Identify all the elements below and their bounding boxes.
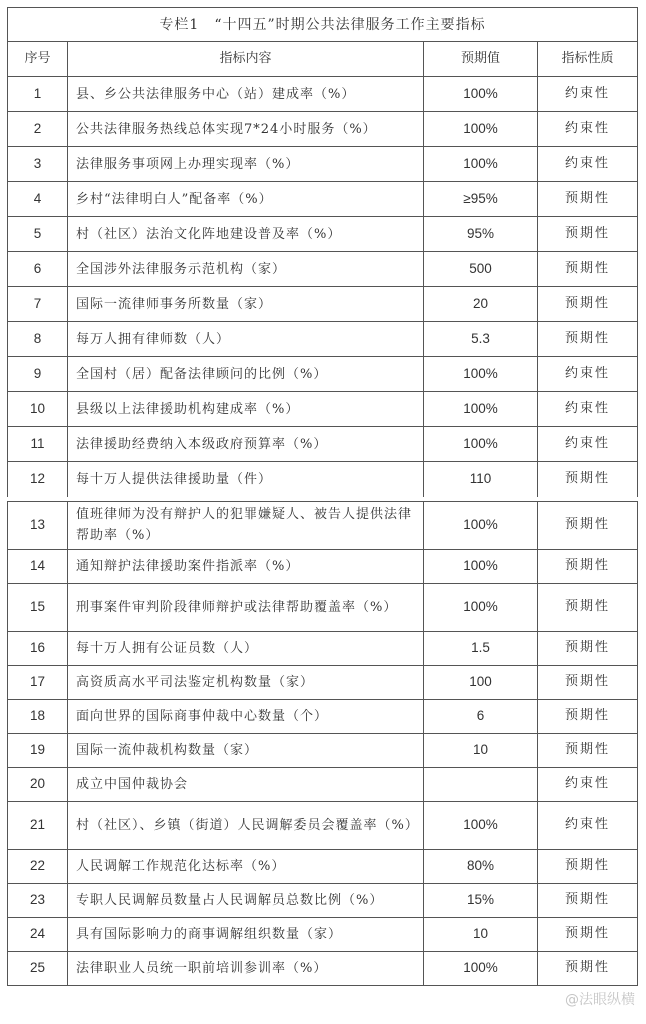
row-number: 3 [8, 147, 68, 182]
indicator-nature: 约束性 [538, 77, 638, 112]
table-row [8, 147, 638, 182]
row-number: 2 [8, 112, 68, 147]
row-number: 1 [8, 77, 68, 112]
expected-value: 20 [424, 287, 538, 322]
indicator-content: 法律服务事项网上办理实现率（%） [68, 147, 424, 182]
row-number: 12 [8, 462, 68, 497]
indicator-nature: 约束性 [538, 392, 638, 427]
indicator-content: 国际一流律师事务所数量（家） [68, 287, 424, 322]
indicator-nature: 预期性 [538, 462, 638, 497]
indicator-content: 人民调解工作规范化达标率（%） [68, 849, 424, 883]
indicator-nature: 预期性 [538, 849, 638, 883]
indicator-content: 法律援助经费纳入本级政府预算率（%） [68, 427, 424, 462]
table-row [8, 252, 638, 287]
header-content: 指标内容 [68, 42, 424, 77]
row-number: 16 [8, 631, 68, 665]
expected-value: 15% [424, 883, 538, 917]
expected-value: 5.3 [424, 322, 538, 357]
table-row [8, 767, 638, 801]
expected-value: 100% [424, 549, 538, 583]
indicator-nature: 预期性 [538, 699, 638, 733]
indicator-nature: 预期性 [538, 549, 638, 583]
row-number: 24 [8, 917, 68, 951]
indicator-content: 专职人民调解员数量占人民调解员总数比例（%） [68, 883, 424, 917]
expected-value: 110 [424, 462, 538, 497]
indicator-nature: 约束性 [538, 767, 638, 801]
expected-value: 100 [424, 665, 538, 699]
indicator-content: 每十万人拥有公证员数（人） [68, 631, 424, 665]
expected-value: 100% [424, 501, 538, 549]
indicator-table-part1 [7, 7, 638, 497]
indicator-content: 全国村（居）配备法律顾问的比例（%） [68, 357, 424, 392]
indicator-nature: 约束性 [538, 427, 638, 462]
indicator-nature: 预期性 [538, 501, 638, 549]
table-row [8, 583, 638, 631]
row-number: 17 [8, 665, 68, 699]
row-number: 22 [8, 849, 68, 883]
expected-value: 100% [424, 112, 538, 147]
expected-value: 100% [424, 427, 538, 462]
indicator-nature: 预期性 [538, 665, 638, 699]
indicator-content: 高资质高水平司法鉴定机构数量（家） [68, 665, 424, 699]
expected-value: 100% [424, 801, 538, 849]
indicator-nature: 约束性 [538, 801, 638, 849]
expected-value [424, 767, 538, 801]
row-number: 9 [8, 357, 68, 392]
expected-value: 100% [424, 392, 538, 427]
row-number: 8 [8, 322, 68, 357]
table-row [8, 287, 638, 322]
table-row [8, 501, 638, 549]
row-number: 10 [8, 392, 68, 427]
expected-value: 95% [424, 217, 538, 252]
indicator-content: 法律职业人员统一职前培训参训率（%） [68, 951, 424, 985]
expected-value: 6 [424, 699, 538, 733]
table-row [8, 917, 638, 951]
indicator-content: 每万人拥有律师数（人） [68, 322, 424, 357]
expected-value: 100% [424, 583, 538, 631]
row-number: 5 [8, 217, 68, 252]
expected-value: 100% [424, 357, 538, 392]
indicator-nature: 预期性 [538, 583, 638, 631]
table-row [8, 322, 638, 357]
table-row [8, 883, 638, 917]
expected-value: 100% [424, 951, 538, 985]
header-value: 预期值 [424, 42, 538, 77]
table-row [8, 665, 638, 699]
table-row [8, 699, 638, 733]
indicator-content: 刑事案件审判阶段律师辩护或法律帮助覆盖率（%） [68, 583, 424, 631]
indicator-nature: 预期性 [538, 733, 638, 767]
table-row [8, 182, 638, 217]
table-row [8, 849, 638, 883]
row-number: 4 [8, 182, 68, 217]
table-row [8, 549, 638, 583]
indicator-content: 国际一流仲裁机构数量（家） [68, 733, 424, 767]
table-title: 专栏1 “十四五”时期公共法律服务工作主要指标 [8, 8, 638, 42]
document [7, 7, 637, 1008]
table-row [8, 77, 638, 112]
indicator-nature: 预期性 [538, 252, 638, 287]
row-number: 7 [8, 287, 68, 322]
row-number: 19 [8, 733, 68, 767]
expected-value: 1.5 [424, 631, 538, 665]
indicator-nature: 约束性 [538, 147, 638, 182]
indicator-nature: 预期性 [538, 322, 638, 357]
indicator-content: 通知辩护法律援助案件指派率（%） [68, 549, 424, 583]
table-row [8, 427, 638, 462]
indicator-content: 村（社区）法治文化阵地建设普及率（%） [68, 217, 424, 252]
indicator-content: 成立中国仲裁协会 [68, 767, 424, 801]
table-row [8, 733, 638, 767]
table-row [8, 462, 638, 497]
table-row [8, 357, 638, 392]
header-no: 序号 [8, 42, 68, 77]
indicator-nature: 预期性 [538, 951, 638, 985]
indicator-nature: 预期性 [538, 217, 638, 252]
expected-value: 100% [424, 147, 538, 182]
indicator-nature: 约束性 [538, 357, 638, 392]
table-row [8, 392, 638, 427]
indicator-content: 村（社区）、乡镇（街道）人民调解委员会覆盖率（%） [68, 801, 424, 849]
expected-value: 100% [424, 77, 538, 112]
row-number: 25 [8, 951, 68, 985]
expected-value: ≥95% [424, 182, 538, 217]
indicator-nature: 预期性 [538, 883, 638, 917]
row-number: 20 [8, 767, 68, 801]
table-row [8, 951, 638, 985]
indicator-table-part2 [7, 501, 638, 986]
table-row [8, 217, 638, 252]
indicator-content: 具有国际影响力的商事调解组织数量（家） [68, 917, 424, 951]
row-number: 18 [8, 699, 68, 733]
row-number: 21 [8, 801, 68, 849]
row-number: 15 [8, 583, 68, 631]
row-number: 11 [8, 427, 68, 462]
row-number: 23 [8, 883, 68, 917]
expected-value: 10 [424, 917, 538, 951]
table-row [8, 631, 638, 665]
indicator-content: 乡村“法律明白人”配备率（%） [68, 182, 424, 217]
row-number: 13 [8, 501, 68, 549]
indicator-nature: 预期性 [538, 917, 638, 951]
table-row [8, 112, 638, 147]
watermark: @法眼纵横 [565, 991, 635, 1008]
indicator-nature: 预期性 [538, 287, 638, 322]
expected-value: 80% [424, 849, 538, 883]
header-nature: 指标性质 [538, 42, 638, 77]
indicator-nature: 预期性 [538, 182, 638, 217]
header-row [8, 42, 638, 77]
indicator-nature: 约束性 [538, 112, 638, 147]
indicator-content: 县、乡公共法律服务中心（站）建成率（%） [68, 77, 424, 112]
indicator-content: 值班律师为没有辩护人的犯罪嫌疑人、被告人提供法律帮助率（%） [68, 501, 424, 549]
row-number: 6 [8, 252, 68, 287]
indicator-content: 全国涉外法律服务示范机构（家） [68, 252, 424, 287]
indicator-content: 公共法律服务热线总体实现7*24小时服务（%） [68, 112, 424, 147]
table-row [8, 801, 638, 849]
indicator-content: 面向世界的国际商事仲裁中心数量（个） [68, 699, 424, 733]
row-number: 14 [8, 549, 68, 583]
expected-value: 10 [424, 733, 538, 767]
expected-value: 500 [424, 252, 538, 287]
indicator-content: 县级以上法律援助机构建成率（%） [68, 392, 424, 427]
indicator-nature: 预期性 [538, 631, 638, 665]
indicator-content: 每十万人提供法律援助量（件） [68, 462, 424, 497]
